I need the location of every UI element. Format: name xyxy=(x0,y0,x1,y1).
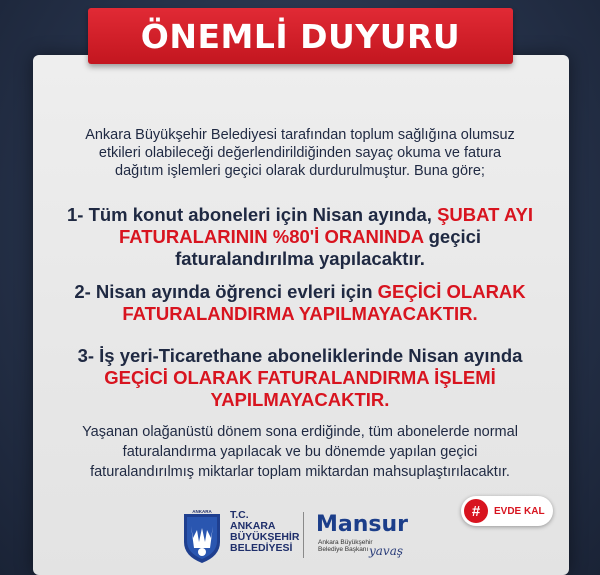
list-item-3 xyxy=(40,345,560,411)
intro-paragraph xyxy=(55,126,545,180)
hashtag-icon: # xyxy=(464,499,488,523)
mayor-title-line: Belediye Başkanı xyxy=(318,546,369,553)
list-item-1 xyxy=(40,204,560,270)
item-highlight: GEÇİCİ OLARAK FATURALANDIRMA İŞLEMİ xyxy=(104,367,496,388)
item-text: geçici xyxy=(423,226,482,247)
evde-kal-label: EVDE KAL xyxy=(494,505,545,517)
announcement-banner xyxy=(88,8,513,64)
item-text: 1- Tüm konut aboneleri için Nisan ayında, xyxy=(66,204,438,225)
outro-line: faturalandırılmış miktarlar toplam miktardan mahsuplaştırılacaktır. xyxy=(90,464,510,480)
item-highlight: GEÇİCİ OLARAK xyxy=(377,281,526,302)
item-highlight: FATURALARININ %80'İ ORANINDA xyxy=(118,226,424,247)
item-text: 2- Nisan ayında öğrenci evleri için xyxy=(74,281,378,302)
intro-line: dağıtım işlemleri geçici olarak durdurulmuştur. Buna göre; xyxy=(115,163,485,179)
intro-line: Ankara Büyükşehir Belediyesi tarafından toplum sağlığına olumsuz xyxy=(85,127,515,143)
mayor-title xyxy=(318,539,373,553)
municipality-line: BELEDİYESİ xyxy=(230,542,293,554)
item-highlight: YAPILMAYACAKTIR. xyxy=(210,389,390,410)
municipality-name xyxy=(230,510,299,554)
municipality-line: T.C. xyxy=(230,509,249,521)
municipality-line: ANKARA xyxy=(230,520,276,532)
municipality-line: BÜYÜKŞEHİR xyxy=(230,531,300,543)
ab-logo-text: ANKARA xyxy=(192,509,212,514)
footer-divider xyxy=(303,512,304,558)
outro-line: faturalandırma yapılacak ve bu dönemde yapılan geçici xyxy=(122,444,478,460)
mayor-title-line: Ankara Büyükşehir xyxy=(318,539,373,546)
list-item-2 xyxy=(40,281,560,325)
outro-paragraph xyxy=(40,422,560,482)
item-text: 3- İş yeri-Ticarethane aboneliklerinde Nisan ayında xyxy=(77,345,523,366)
item-highlight: FATURALANDIRMA YAPILMAYACAKTIR. xyxy=(122,303,478,324)
mayor-name: Mansur xyxy=(316,512,409,537)
item-text: faturalandırılma yapılacaktır. xyxy=(175,248,425,269)
ankara-municipality-logo-icon xyxy=(182,508,222,564)
intro-line: etkileri olabileceği değerlendirildiğinden sayaç okuma ve fatura xyxy=(98,145,502,161)
mayor-signature: yavaş xyxy=(369,544,404,558)
outro-line: Yaşanan olağanüstü dönem sona erdiğinde, tüm abonelerde normal xyxy=(82,424,518,440)
evde-kal-badge xyxy=(461,496,553,526)
item-highlight: ŞUBAT AYI xyxy=(437,204,534,225)
banner-title: ÖNEMLİ DUYURU xyxy=(140,16,461,56)
